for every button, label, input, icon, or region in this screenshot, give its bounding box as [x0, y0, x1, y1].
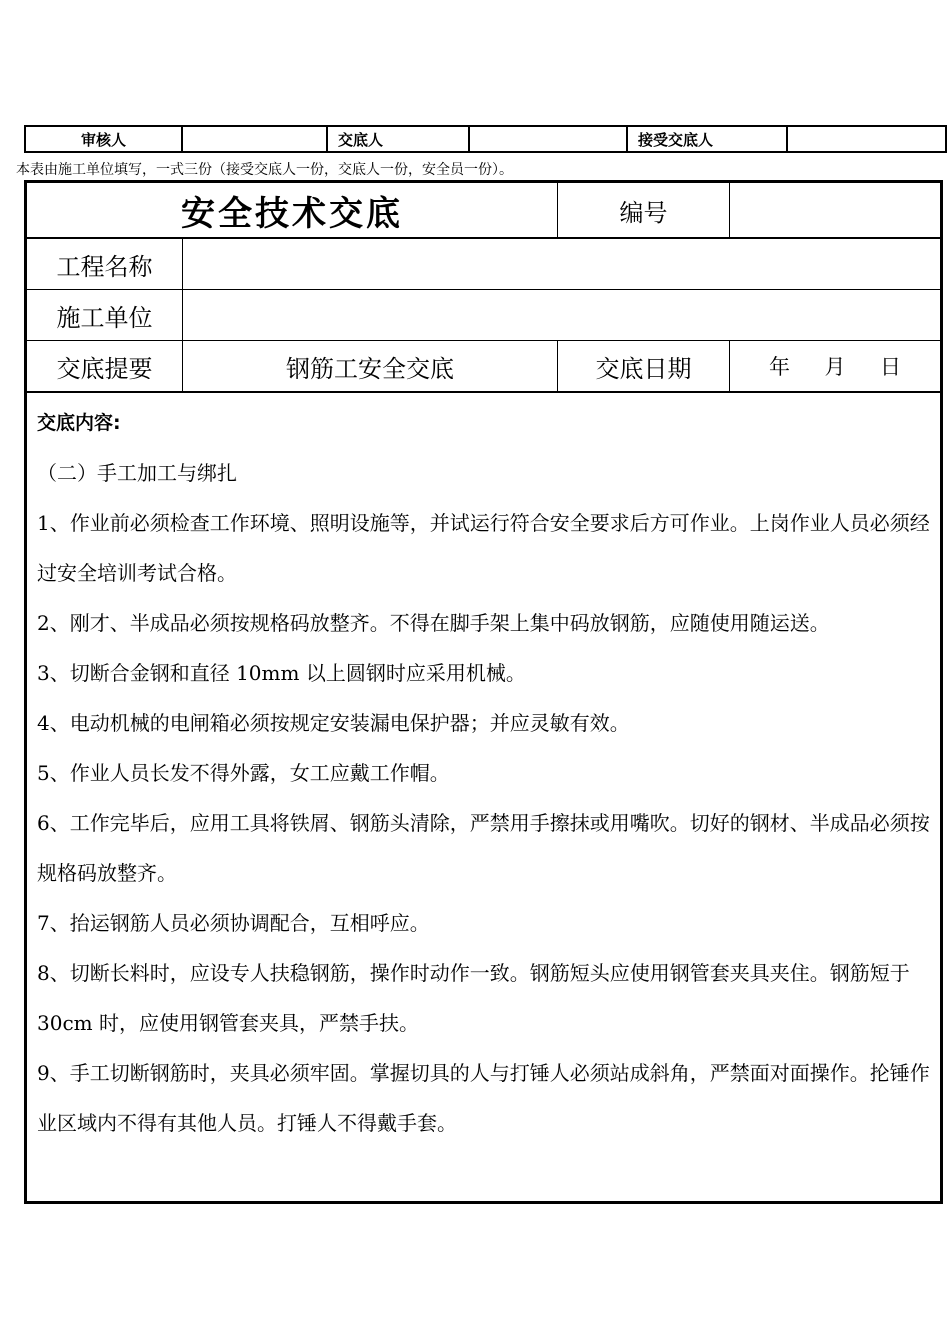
- discloser-label: 交底人: [327, 126, 469, 152]
- form-title: [27, 183, 557, 237]
- project-name-row: [27, 239, 940, 290]
- project-name-label-cell: [27, 239, 182, 289]
- content-paragraph: 6、工作完毕后，应用工具将铁屑、钢筋头清除，严禁用手擦抹或用嘴吹。切好的钢材、半成品必须按规格码放整齐。: [37, 811, 930, 885]
- summary-label-cell: [27, 341, 182, 391]
- date-parts: [769, 351, 901, 381]
- form-note: 本表由施工单位填写，一式三份（接受交底人一份，交底人一份，安全员一份）。: [16, 162, 513, 178]
- number-field[interactable]: [729, 183, 940, 237]
- construction-unit-label: 施工单位: [56, 303, 153, 332]
- content-paragraph: 4、电动机械的电闸箱必须按规定安装漏电保护器；并应灵敏有效。: [37, 711, 630, 735]
- content-heading: 交底内容:: [37, 412, 121, 434]
- construction-unit-row: [27, 290, 940, 341]
- content-paragraph: 8、切断长料时，应设专人扶稳钢筋，操作时动作一致。钢筋短头应使用钢管套夹具夹住。钢筋短于 30cm 时，应使用钢管套夹具，严禁手扶。: [37, 961, 910, 1035]
- content-paragraph: 2、刚才、半成品必须按规格码放整齐。不得在脚手架上集中码放钢筋，应随使用随运送。: [37, 611, 830, 635]
- project-name-field[interactable]: [182, 239, 940, 289]
- summary-value: 钢筋工安全交底: [286, 354, 454, 383]
- date-month: 月: [824, 355, 846, 379]
- date-label: 交底日期: [595, 354, 692, 383]
- disclosure-content: [37, 398, 937, 1148]
- content-paragraph: 1、作业前必须检查工作环境、照明设施等，并试运行符合安全要求后方可作业。上岗作业人员必须经过安全培训考试合格。: [37, 511, 930, 585]
- date-year: 年: [769, 355, 790, 379]
- construction-unit-label-cell: [27, 290, 182, 340]
- content-paragraph: 3、切断合金钢和直径 10mm 以上圆钢时应采用机械。: [37, 661, 526, 685]
- reviewer-field[interactable]: [182, 126, 327, 152]
- summary-field[interactable]: [182, 341, 557, 391]
- summary-row: [27, 341, 940, 393]
- number-label-cell: [557, 183, 729, 237]
- date-field[interactable]: [729, 341, 940, 391]
- safety-disclosure-form: [24, 180, 943, 1204]
- content-paragraph: 5、作业人员长发不得外露，女工应戴工作帽。: [37, 761, 450, 785]
- date-day: 日: [880, 355, 901, 379]
- content-paragraph: 9、手工切断钢筋时，夹具必须牢固。掌握切具的人与打锤人必须站成斜角，严禁面对面操作。抡锤作业区域内不得有其他人员。打锤人不得戴手套。: [37, 1061, 930, 1135]
- date-label-cell: [557, 341, 729, 391]
- content-paragraph: 7、抬运钢筋人员必须协调配合，互相呼应。: [37, 911, 430, 935]
- receiver-label: 接受交底人: [627, 126, 787, 152]
- project-name-label: 工程名称: [56, 252, 153, 281]
- content-paragraph: （二）手工加工与绑扎: [37, 461, 237, 485]
- summary-label: 交底提要: [56, 354, 153, 383]
- reviewer-label: 审核人: [25, 126, 182, 152]
- title-row: [27, 183, 940, 239]
- construction-unit-field[interactable]: [182, 290, 940, 340]
- number-label: 编号: [619, 198, 668, 227]
- receiver-field[interactable]: [787, 126, 946, 152]
- signature-strip: [24, 125, 947, 153]
- form-title-text: 安全技术交底: [181, 193, 403, 234]
- discloser-field[interactable]: [469, 126, 627, 152]
